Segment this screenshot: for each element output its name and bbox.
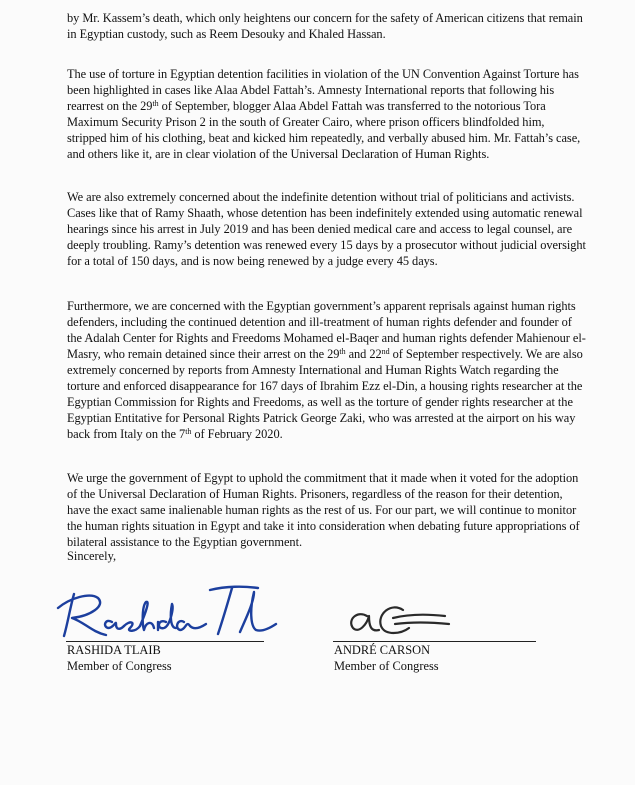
signer-name: ANDRÉ CARSON	[334, 643, 431, 657]
paragraph-2	[67, 66, 587, 162]
closing-salutation: Sincerely,	[67, 549, 117, 563]
ordinal-suffix: th	[339, 347, 346, 356]
paragraph-4-part-c: of September respectively. We are also extremely concerned by reports from Amnesty International and Human Rights Watch regarding the torture and enforced disappearance for 167 days of Ibrahim Ezz el-Din, a housing rights researcher at the Egyptian Commission for Rights and Freedoms, as well as the torture of gender rights researcher at the Egyptian Entitative for Personal Rights Patrick George Zaki, who was arrested at the airport on his way back from Italy on the 7	[67, 347, 583, 441]
signature-rashida-tlaib	[50, 572, 280, 644]
paragraph-4-part-a: Furthermore, we are concerned with the Egyptian government’s apparent reprisals against human rights defenders, including the continued detention and ill-treatment of human rights defender and founder of the Adalah Center for Rights and Freedoms Mohamed el-Baqer and human rights defender Mahienour el-Masry, who remain detained since their arrest on the 29	[67, 299, 586, 361]
paragraph-4	[67, 298, 587, 442]
paragraph-2-part-a: The use of torture in Egyptian detention facilities in violation of the UN Convention Against Torture has been highlighted in cases like Alaa Abdel Fattah’s. Amnesty International reports that following his rearrest on the 29	[67, 67, 579, 113]
ordinal-suffix: th	[152, 99, 159, 108]
paragraph-4-part-d: of February 2020.	[191, 427, 283, 441]
ordinal-suffix: th	[185, 427, 192, 436]
signer-title: Member of Congress	[334, 659, 439, 673]
paragraph-3: We are also extremely concerned about the indefinite detention without trial of politicians and activists. Cases like that of Ramy Shaath, whose detention has been indefinitely extended using automatic renewal hearings since his arrest in July 2019 and has been denied medical care and access to legal counsel, are deeply troubling. Ramy’s detention was renewed every 15 days by a prosecutor without judicial oversight for a total of 150 days, and is now being renewed by a judge every 45 days.	[67, 190, 586, 268]
ordinal-suffix: nd	[381, 347, 390, 356]
paragraph-2-part-b: of September, blogger Alaa Abdel Fattah was transferred to the notorious Tora Maximum Security Prison 2 in the south of Greater Cairo, where prison officers blindfolded him, stripped him of his clothing, beat and kicked him repeatedly, and verbally abused him. Mr. Fattah’s case, and others like it, are in clear violation of the Universal Declaration of Human Rights.	[67, 99, 581, 161]
paragraph-1: by Mr. Kassem’s death, which only heightens our concern for the safety of American citizens that remain in Egyptian custody, such as Reem Desouky and Khaled Hassan.	[67, 11, 583, 41]
signature-andre-carson	[345, 596, 455, 640]
paragraph-5: We urge the government of Egypt to uphold the commitment that it made when it voted for the adoption of the Universal Declaration of Human Rights. Prisoners, regardless of the reason for their detention, have the exact same inalienable human rights as the rest of us. For our part, we will continue to monitor the human rights situation in Egypt and take it into consideration when debating future appropriations of bilateral assistance to the Egyptian government.	[67, 471, 580, 549]
paragraph-4-part-b: and 22	[345, 347, 382, 361]
signer-title: Member of Congress	[67, 659, 172, 673]
signer-name: RASHIDA TLAIB	[67, 643, 161, 657]
